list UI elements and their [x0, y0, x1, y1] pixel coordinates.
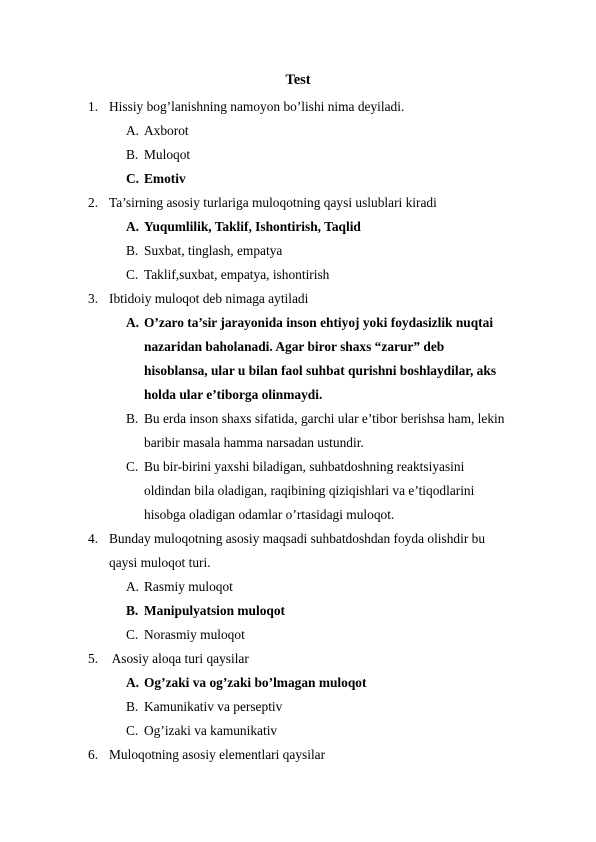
question-1	[88, 95, 404, 119]
option-5b	[126, 695, 282, 719]
option-text: Kamunikativ va perseptiv	[144, 699, 283, 714]
question-4-line-2: qaysi muloqot turi.	[109, 555, 211, 570]
option-text: Taklif,suxbat, empatya, ishontirish	[144, 267, 330, 282]
question-text: Asosiy aloqa turi qaysilar	[109, 651, 249, 666]
option-3b-line-2: baribir masala hamma narsadan ustundir.	[144, 435, 364, 450]
option-text: Muloqot	[144, 147, 191, 162]
option-text: Norasmiy muloqot	[144, 627, 245, 642]
option-3a-line-2: nazaridan baholanadi. Agar biror shaxs “zarur” deb	[144, 339, 445, 354]
option-letter: A.	[126, 579, 140, 594]
option-text-line: O’zaro ta’sir jarayonida inson ehtiyoj yoki foydasizlik nuqtai	[144, 315, 494, 330]
option-letter: B.	[126, 699, 139, 714]
option-letter: C.	[126, 459, 139, 474]
option-letter: C.	[126, 723, 139, 738]
option-letter: C.	[126, 267, 139, 282]
option-4a	[126, 575, 233, 599]
option-3c-line-2: oldindan bila oladigan, raqibining qiziqishlari va e’tiqodlarini	[144, 483, 475, 498]
option-text: Og’zaki va og’zaki bo’lmagan muloqot	[144, 675, 367, 690]
question-text: Hissiy bog’lanishning namoyon bo’lishi nima deyiladi.	[109, 99, 405, 114]
question-5	[88, 647, 249, 671]
question-6	[88, 743, 325, 767]
option-text: Yuqumlilik, Taklif, Ishontirish, Taqlid	[144, 219, 361, 234]
option-3a-correct	[126, 311, 493, 335]
option-letter: B.	[126, 411, 139, 426]
option-1c-correct	[126, 167, 186, 191]
question-2	[88, 191, 437, 215]
option-5a-correct	[126, 671, 366, 695]
option-3c-line-3: hisobga oladigan odamlar o’rtasidagi muloqot.	[144, 507, 395, 522]
option-letter: B.	[126, 147, 139, 162]
option-4c	[126, 623, 245, 647]
option-4b-correct	[126, 599, 285, 623]
question-3	[88, 287, 308, 311]
question-text-line: Bunday muloqotning asosiy maqsadi suhbatdoshdan foyda olishdir bu	[109, 531, 486, 546]
question-text: Muloqotning asosiy elementlari qaysilar	[109, 747, 326, 762]
question-number: 3.	[88, 291, 99, 306]
option-5c	[126, 719, 277, 743]
option-text: Emotiv	[144, 171, 186, 186]
question-number: 4.	[88, 531, 99, 546]
option-letter: A.	[126, 219, 140, 234]
question-number: 5.	[88, 651, 99, 666]
option-1b	[126, 143, 190, 167]
question-text: Ta’sirning asosiy turlariga muloqotning qaysi uslublari kiradi	[109, 195, 437, 210]
option-text-line: Bu bir-birini yaxshi biladigan, suhbatdoshning reaktsiyasini	[144, 459, 465, 474]
option-letter: A.	[126, 315, 140, 330]
option-3b	[126, 407, 504, 431]
option-letter: B.	[126, 603, 139, 618]
option-2a-correct	[126, 215, 361, 239]
option-1a	[126, 119, 189, 143]
question-number: 2.	[88, 195, 99, 210]
option-3a-line-4: holda ular e’tiborga olinmaydi.	[144, 387, 323, 402]
question-number: 6.	[88, 747, 99, 762]
option-letter: B.	[126, 243, 139, 258]
option-text: Suxbat, tinglash, empatya	[144, 243, 283, 258]
question-4	[88, 527, 485, 551]
option-3c	[126, 455, 464, 479]
page-title: Test	[285, 72, 311, 88]
option-letter: A.	[126, 123, 140, 138]
option-text: Rasmiy muloqot	[144, 579, 233, 594]
option-text: Manipulyatsion muloqot	[144, 603, 286, 618]
option-text: Og’izaki va kamunikativ	[144, 723, 278, 738]
question-text: Ibtidoiy muloqot deb nimaga aytiladi	[109, 291, 309, 306]
option-text-line: Bu erda inson shaxs sifatida, garchi ular e’tibor berishsa ham, lekin	[144, 411, 505, 426]
option-letter: C.	[126, 627, 139, 642]
option-letter: A.	[126, 675, 140, 690]
option-2b	[126, 239, 282, 263]
option-letter: C.	[126, 171, 140, 186]
question-number: 1.	[88, 99, 99, 114]
option-3a-line-3: hisoblansa, ular u bilan faol suhbat qurishni boshlaydilar, aks	[144, 363, 497, 378]
option-2c	[126, 263, 329, 287]
option-text: Axborot	[144, 123, 189, 138]
